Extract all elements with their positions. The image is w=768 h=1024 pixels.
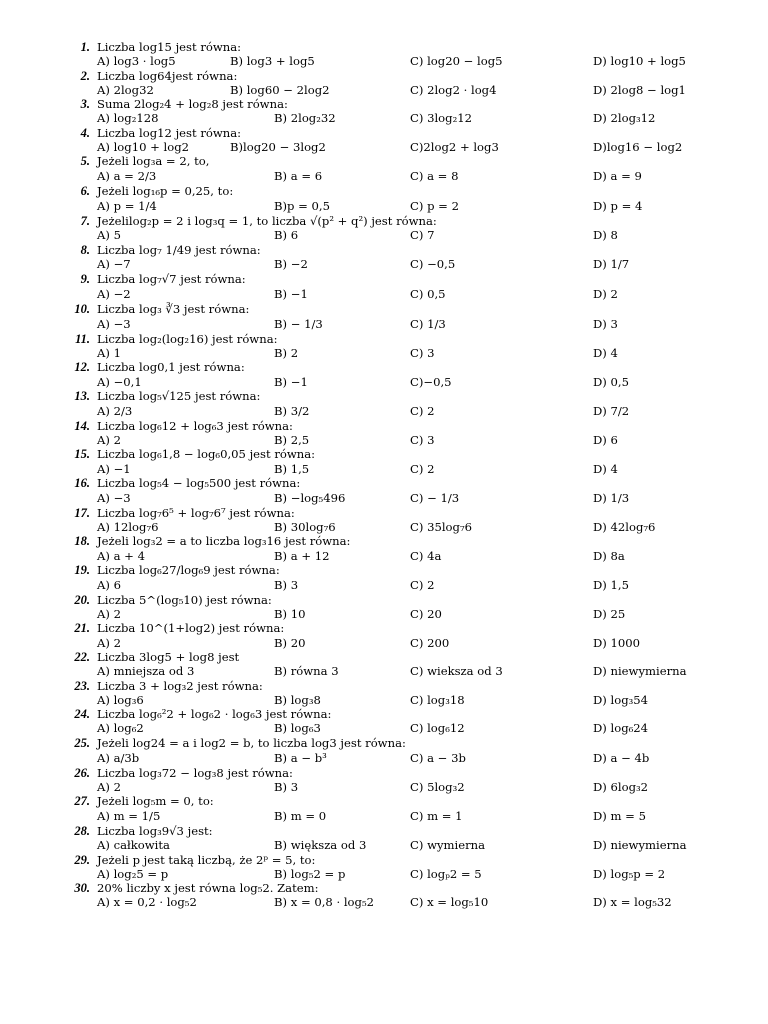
question-number: 23. [74, 678, 90, 693]
answer-options [0, 404, 768, 419]
question-number: 18. [74, 534, 90, 549]
question-text: Liczba log12 jest równa: [97, 125, 242, 140]
answer-option-c: C) 2 [410, 461, 435, 476]
question-number: 7. [80, 213, 90, 228]
question-number: 26. [74, 765, 90, 780]
question-number: 28. [74, 823, 90, 838]
answer-option-b: B) log₅2 = p [274, 866, 346, 881]
question-text: Liczba log₂(log₂16) jest równa: [97, 331, 278, 346]
answer-option-d: D) m = 5 [593, 809, 646, 824]
question-item [0, 214, 768, 243]
answer-options [0, 54, 768, 68]
question-item [0, 360, 768, 389]
answer-option-c: C) a = 8 [410, 169, 459, 184]
question-number: 8. [80, 242, 90, 257]
answer-option-c: C) log₃18 [410, 692, 465, 707]
answer-option-a: A) −3 [97, 490, 131, 505]
answer-option-b: B) log60 − 2log2 [230, 82, 330, 97]
answer-option-d: D) 7/2 [593, 403, 630, 418]
answer-option-b: B) 1,5 [274, 461, 310, 476]
question-item [0, 593, 768, 622]
answer-option-d: D) log₃54 [593, 692, 649, 707]
question-item [0, 707, 768, 736]
question-number: 24. [74, 707, 90, 722]
answer-option-c: C) log20 − log5 [410, 54, 503, 69]
answer-option-a: A) log₂128 [97, 111, 159, 126]
question-text: Liczba log15 jest równa: [97, 40, 242, 54]
answer-options [0, 228, 768, 242]
question-line [0, 419, 768, 433]
question-text: Liczba log₇6⁵ + log₇6⁷ jest równa: [97, 505, 295, 520]
question-number: 4. [80, 125, 90, 140]
question-item [0, 534, 768, 563]
answer-option-a: A) log₂5 = p [97, 866, 169, 881]
answer-option-b: B) a − b³ [274, 750, 327, 765]
question-item [0, 332, 768, 361]
answer-option-d: D) log₅p = 2 [593, 866, 666, 881]
question-item [0, 621, 768, 650]
answer-option-c: C) 7 [410, 228, 435, 243]
question-line [0, 506, 768, 520]
question-line [0, 593, 768, 607]
answer-options [0, 199, 768, 214]
answer-options [0, 809, 768, 824]
question-number: 11. [75, 331, 90, 346]
answer-option-c: C) −0,5 [410, 257, 456, 272]
question-text: Jeżeli log24 = a i log2 = b, to liczba log3 jest równa: [97, 735, 406, 750]
question-text: Liczba 3log5 + log8 jest [97, 649, 240, 664]
question-item [0, 302, 768, 332]
answer-options [0, 346, 768, 360]
question-number: 27. [74, 794, 90, 809]
answer-option-c: C) 3 [410, 346, 435, 361]
answer-option-a: A) 1 [97, 346, 121, 361]
question-line [0, 476, 768, 491]
answer-option-b: B) 10 [274, 607, 306, 622]
answer-option-d: D) 3 [593, 316, 618, 331]
answer-option-a: A) log3 · log5 [97, 54, 176, 69]
answer-option-a: A) 5 [97, 228, 121, 243]
answer-option-c: C) logₚ2 = 5 [410, 866, 482, 881]
question-line [0, 184, 768, 199]
answer-option-c: C) 4a [410, 548, 442, 563]
answer-option-a: A) log₆2 [97, 721, 144, 736]
question-number: 5. [80, 154, 90, 169]
answer-option-d: D) a = 9 [593, 169, 642, 184]
question-line [0, 881, 768, 895]
question-line [0, 360, 768, 374]
question-line [0, 447, 768, 461]
question-number: 10. [74, 302, 90, 317]
question-text: Jeżeli log₅m = 0, to: [97, 794, 214, 809]
answer-option-a: A) 2 [97, 433, 121, 448]
question-number: 20. [74, 592, 90, 607]
question-line [0, 736, 768, 751]
answer-option-d: D) 1/3 [593, 490, 630, 505]
answer-option-b: B)p = 0,5 [274, 199, 330, 214]
answer-option-c: C) p = 2 [410, 199, 459, 214]
answer-option-b: B) −log₅496 [274, 490, 346, 505]
question-number: 25. [74, 735, 90, 750]
question-number: 22. [74, 649, 90, 664]
question-line [0, 707, 768, 721]
question-text: Liczba log₅4 − log₅500 jest równa: [97, 476, 301, 491]
answer-option-b: B) 3/2 [274, 403, 310, 418]
question-text: Liczba log64jest równa: [97, 68, 238, 83]
answer-option-d: D) 2 [593, 287, 618, 302]
answer-option-c: C) log₆12 [410, 721, 465, 736]
answer-option-d: D) 1,5 [593, 577, 629, 592]
answer-option-a: A) 12log₇6 [97, 520, 159, 535]
answer-option-b: B) log3 + log5 [230, 54, 315, 69]
answer-options [0, 491, 768, 506]
answer-option-c: C) 5log₃2 [410, 779, 465, 794]
question-item [0, 243, 768, 273]
answer-option-b: B) − 1/3 [274, 316, 323, 331]
question-number: 19. [74, 563, 90, 577]
question-text: Liczba 3 + log₃2 jest równa: [97, 678, 263, 693]
question-text: Jeżeli log₁₆p = 0,25, to: [97, 184, 234, 199]
question-number: 1. [80, 40, 90, 54]
question-line [0, 853, 768, 867]
question-text: Jeżeli log₃2 = a to liczba log₃16 jest równa: [97, 534, 351, 549]
answer-options [0, 636, 768, 650]
question-number: 15. [74, 447, 90, 462]
question-item [0, 184, 768, 214]
question-item [0, 766, 768, 795]
answer-option-b: B) 20 [274, 635, 306, 650]
answer-options [0, 140, 768, 154]
answer-option-c: C) 1/3 [410, 316, 446, 331]
answer-option-d: D) 42log₇6 [593, 520, 656, 535]
answer-option-c: C) 2 [410, 577, 435, 592]
answer-options [0, 693, 768, 707]
answer-option-b: B) −2 [274, 257, 308, 272]
answer-option-c: C) wieksza od 3 [410, 664, 503, 679]
question-item [0, 419, 768, 448]
answer-option-b: B) 2,5 [274, 433, 310, 448]
question-item [0, 447, 768, 476]
answer-option-d: D) niewymierna [593, 664, 687, 679]
answer-options [0, 721, 768, 735]
answer-option-a: A) log10 + log2 [97, 140, 190, 155]
answer-option-a: A) 6 [97, 577, 121, 592]
answer-option-d: D) 4 [593, 461, 618, 476]
answer-options [0, 520, 768, 534]
answer-options [0, 257, 768, 272]
answer-option-d: D) x = log₅32 [593, 895, 672, 910]
question-number: 13. [74, 389, 90, 404]
answer-option-a: A) 2 [97, 779, 121, 794]
answer-option-c: C) 2 [410, 403, 435, 418]
question-line [0, 214, 768, 228]
answer-option-d: D) 0,5 [593, 374, 629, 389]
answer-option-a: A) a = 2/3 [97, 169, 157, 184]
question-line [0, 534, 768, 548]
answer-option-a: A) x = 0,2 · log₅2 [97, 895, 197, 910]
question-line [0, 563, 768, 578]
answer-option-b: B) 6 [274, 228, 299, 243]
answer-options [0, 462, 768, 476]
answer-options [0, 375, 768, 389]
answer-option-d: D) 8a [593, 548, 625, 563]
question-item [0, 40, 768, 69]
answer-options [0, 895, 768, 909]
answer-option-c: C) − 1/3 [410, 490, 460, 505]
answer-option-d: D) p = 4 [593, 199, 643, 214]
answer-option-c: C) m = 1 [410, 809, 463, 824]
answer-option-a: A) a/3b [97, 750, 140, 765]
answer-option-a: A) 2log32 [97, 82, 154, 97]
question-line [0, 243, 768, 258]
answer-options [0, 317, 768, 332]
answer-option-b: B) 2log₂32 [274, 111, 336, 126]
question-number: 30. [74, 881, 90, 896]
question-text: Jeżelilog₂p = 2 i log₃q = 1, to liczba √(p² + q²) jest równa: [97, 213, 437, 228]
question-text: Liczba log₆12 + log₆3 jest równa: [97, 418, 293, 433]
answer-option-a: A) 2 [97, 607, 121, 622]
answer-option-c: C) wymierna [410, 838, 486, 853]
question-text: Liczba log₃ ∛3 jest równa: [97, 302, 250, 317]
answer-options [0, 287, 768, 302]
answer-option-c: C) x = log₅10 [410, 895, 489, 910]
question-line [0, 332, 768, 346]
answer-option-c: C) 2log2 · log4 [410, 82, 497, 97]
answer-option-d: D) 1/7 [593, 257, 630, 272]
answer-option-b: B) większa od 3 [274, 838, 367, 853]
question-number: 3. [80, 97, 90, 112]
answer-option-a: A) −1 [97, 461, 131, 476]
question-text: Jeżeli p jest taką liczbą, że 2ᵖ = 5, to: [97, 852, 316, 867]
question-number: 29. [74, 852, 90, 867]
answer-option-d: D) 4 [593, 346, 618, 361]
answer-option-b: B) log₃8 [274, 692, 321, 707]
answer-option-a: A) mniejsza od 3 [97, 664, 195, 679]
answer-option-b: B) m = 0 [274, 809, 327, 824]
answer-option-b: B) −1 [274, 287, 308, 302]
answer-option-c: C) 3log₂12 [410, 111, 472, 126]
answer-option-a: A) −2 [97, 287, 131, 302]
answer-option-d: D) log₆24 [593, 721, 649, 736]
answer-option-d: D) a − 4b [593, 750, 650, 765]
question-number: 9. [80, 272, 90, 287]
question-number: 2. [80, 68, 90, 83]
answer-options [0, 111, 768, 125]
answer-option-c: C) 3 [410, 433, 435, 448]
answer-option-a: A) −7 [97, 257, 131, 272]
question-item [0, 126, 768, 155]
question-line [0, 621, 768, 635]
question-line [0, 126, 768, 140]
answer-option-b: B) −1 [274, 374, 308, 389]
answer-options [0, 607, 768, 621]
question-line [0, 650, 768, 664]
question-item [0, 679, 768, 708]
question-line [0, 824, 768, 838]
question-item [0, 272, 768, 302]
question-line [0, 40, 768, 54]
answer-options [0, 549, 768, 563]
question-text: Jeżeli log₃a = 2, to, [97, 154, 210, 169]
question-number: 14. [74, 418, 90, 433]
answer-option-d: D)log16 − log2 [593, 140, 683, 155]
question-number: 12. [74, 360, 90, 375]
answer-options [0, 751, 768, 766]
answer-option-a: A) −0,1 [97, 374, 142, 389]
question-item [0, 506, 768, 535]
answer-option-c: C) 0,5 [410, 287, 446, 302]
question-line [0, 272, 768, 287]
answer-options [0, 83, 768, 97]
answer-option-a: A) 2 [97, 635, 121, 650]
answer-option-b: B) a + 12 [274, 548, 330, 563]
question-item [0, 881, 768, 910]
answer-option-a: A) całkowita [97, 838, 170, 853]
answer-option-a: A) −3 [97, 316, 131, 331]
question-item [0, 824, 768, 853]
answer-option-b: B) równa 3 [274, 664, 339, 679]
answer-options [0, 664, 768, 678]
question-text: Liczba log₇ 1/49 jest równa: [97, 242, 261, 257]
answer-option-c: C)2log2 + log3 [410, 140, 499, 155]
answer-options [0, 433, 768, 447]
answer-option-b: B) 2 [274, 346, 299, 361]
question-text: Suma 2log₂4 + log₂8 jest równa: [97, 97, 288, 112]
question-number: 6. [80, 184, 90, 199]
answer-option-d: D) 6 [593, 433, 618, 448]
answer-option-c: C) 200 [410, 635, 450, 650]
question-text: Liczba log₆²2 + log₆2 · log₆3 jest równa: [97, 707, 332, 722]
answer-option-d: D) 25 [593, 607, 626, 622]
question-line [0, 69, 768, 83]
question-line [0, 154, 768, 169]
question-text: 20% liczby x jest równa log₅2. Zatem: [97, 881, 319, 896]
answer-option-d: D) 6log₃2 [593, 779, 649, 794]
question-item [0, 97, 768, 126]
answer-option-a: A) a + 4 [97, 548, 145, 563]
answer-option-a: A) m = 1/5 [97, 809, 161, 824]
question-item [0, 853, 768, 882]
question-text: Liczba log₃72 − log₃8 jest równa: [97, 765, 293, 780]
answer-options [0, 838, 768, 852]
question-text: Liczba log₇√7 jest równa: [97, 272, 246, 287]
question-text: Liczba log₆1,8 − log₆0,05 jest równa: [97, 447, 316, 462]
question-number: 16. [74, 476, 90, 491]
question-number: 21. [74, 621, 90, 636]
question-line [0, 766, 768, 780]
question-text: Liczba log₆27/log₆9 jest równa: [97, 563, 280, 577]
question-line [0, 97, 768, 111]
answer-option-b: B)log20 − 3log2 [230, 140, 326, 155]
answer-option-a: A) log₃6 [97, 692, 144, 707]
answer-option-c: C) 20 [410, 607, 442, 622]
answer-option-d: D) 2log₃12 [593, 111, 656, 126]
answer-option-a: A) 2/3 [97, 403, 133, 418]
answer-options [0, 169, 768, 184]
question-line [0, 302, 768, 317]
answer-option-b: B) 30log₇6 [274, 520, 336, 535]
answer-options [0, 780, 768, 794]
answer-option-c: C) a − 3b [410, 750, 466, 765]
answer-option-c: C)−0,5 [410, 374, 452, 389]
answer-option-d: D) log10 + log5 [593, 54, 686, 69]
answer-option-d: D) 1000 [593, 635, 641, 650]
question-item [0, 476, 768, 506]
answer-option-c: C) 35log₇6 [410, 520, 472, 535]
question-text: Liczba 5^(log₅10) jest równa: [97, 592, 272, 607]
answer-options [0, 578, 768, 593]
answer-option-b: B) 3 [274, 779, 299, 794]
question-text: Liczba log₅√125 jest równa: [97, 389, 261, 404]
question-item [0, 794, 768, 824]
question-line [0, 679, 768, 693]
question-text: Liczba log₃9√3 jest: [97, 823, 213, 838]
answer-option-d: D) 8 [593, 228, 618, 243]
question-item [0, 736, 768, 766]
question-number: 17. [74, 505, 90, 520]
answer-option-b: B) x = 0,8 · log₅2 [274, 895, 374, 910]
question-text: Liczba 10^(1+log2) jest równa: [97, 621, 285, 636]
question-line [0, 794, 768, 809]
question-item [0, 650, 768, 679]
answer-option-b: B) 3 [274, 577, 299, 592]
question-text: Liczba log0,1 jest równa: [97, 360, 245, 375]
exercise-sheet [0, 40, 768, 910]
question-item [0, 389, 768, 419]
question-item [0, 154, 768, 184]
answer-option-d: D) niewymierna [593, 838, 687, 853]
answer-option-d: D) 2log8 − log1 [593, 82, 686, 97]
answer-option-b: B) a = 6 [274, 169, 323, 184]
answer-option-b: B) log₆3 [274, 721, 321, 736]
question-line [0, 389, 768, 404]
answer-options [0, 867, 768, 881]
answer-option-a: A) p = 1/4 [97, 199, 157, 214]
question-item [0, 563, 768, 593]
question-item [0, 69, 768, 98]
